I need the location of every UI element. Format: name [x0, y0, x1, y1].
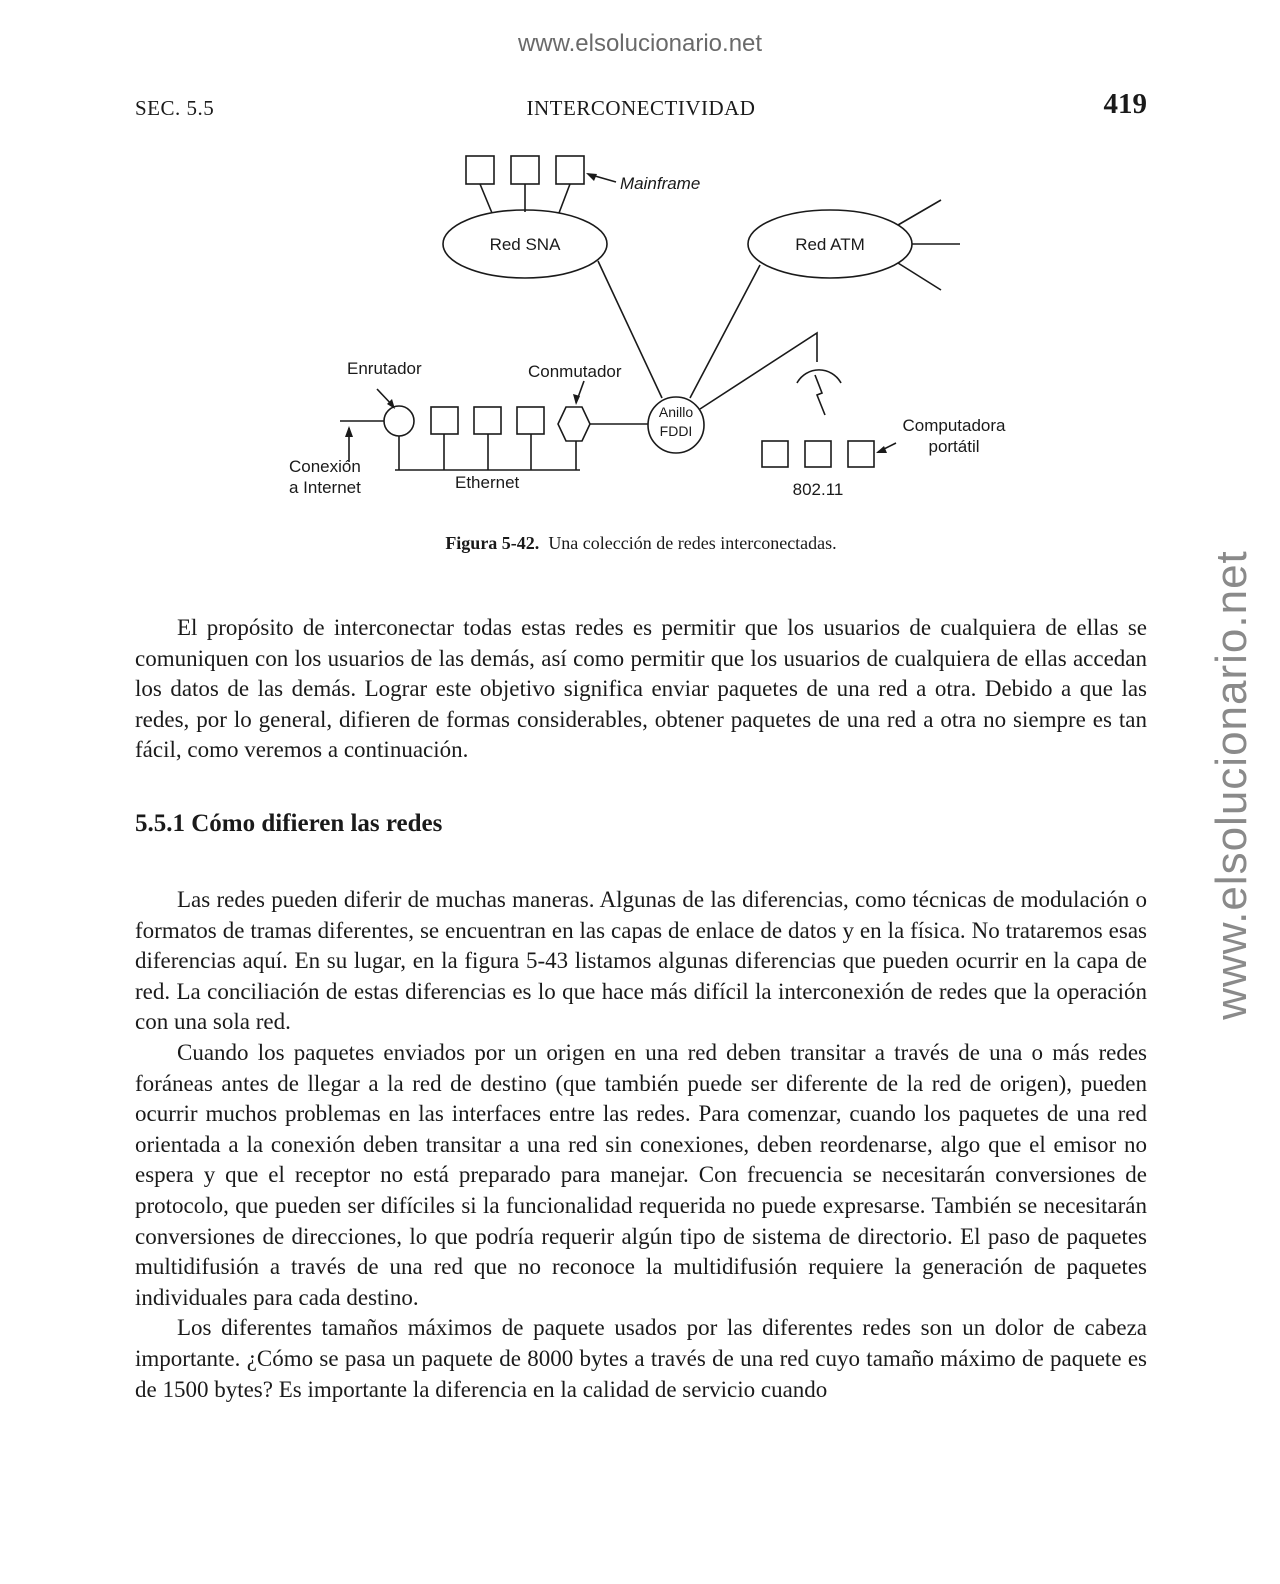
mainframe-link-3: [559, 184, 570, 213]
intro-block: [135, 613, 1147, 766]
label-a-internet: a Internet: [289, 478, 361, 497]
section-paragraph-2: Cuando los paquetes enviados por un origen en una red deben transitar a través de una o más redes foráneas antes de llegar a la red de destino (que también puede ser diferente de la red de origen), pueden ocurrir muchos problemas en las interfaces entre las redes. Para comenzar, cuando los paquetes de una red orientada a la conexión deben transitar a una red sin conexiones, deben reordenarse, algo que el emisor no espera y que el receptor no está preparado para manejar. Con frecuencia se necesitarán conversiones de protocolo, que pueden ser difíciles si la funcionalidad requerida no puede expresarse. También se necesitarán conversiones de direcciones, lo que podría requerir algún tipo de sistema de directorio. El paso de paquetes multidifusión a través de una red que no reconoce la multidifusión requiere la generación de paquetes individuales para cada destino.: [135, 1039, 1147, 1310]
antenna-arc: [797, 370, 841, 383]
atm-fddi-link: [690, 265, 760, 398]
section-label: SEC. 5.5: [135, 96, 215, 120]
router-circle: [384, 406, 414, 436]
ethernet-host-2: [474, 407, 501, 434]
intro-paragraph: El propósito de interconectar todas estas redes es permitir que los usuarios de cualquiera de ellas se comuniquen con los usuarios de las demás, así como permitir que los usuarios de cualquiera de ellas accedan los datos de las demás. Lograr este objetivo significa enviar paquetes de una red a otra. Debido a que las redes, por lo general, difieren de formas considerables, obtener paquetes de una red a otra no siempre es tan fácil, como veremos a continuación.: [135, 615, 1147, 763]
mainframe-link-1: [480, 184, 492, 213]
label-conmutador: Conmutador: [528, 362, 622, 381]
caption-text: Una colección de redes interconectadas.: [548, 533, 837, 553]
label-fddi: FDDI: [659, 423, 693, 439]
network-figure: [270, 145, 1030, 515]
section-heading: 5.5.1 Cómo difieren las redes: [135, 810, 443, 837]
section-paragraph-3: Los diferentes tamaños máximos de paquete usados por las diferentes redes son un dolor de cabeza importante. ¿Cómo se pasa un paquete de 8000 bytes a través de una red cuyo tamaño máximo de paquete es de 1500 bytes? Es importante la diferencia en la calidad de servicio cuando: [135, 1315, 1147, 1402]
figure-caption: [135, 533, 1147, 554]
laptop-1: [762, 441, 788, 467]
label-conexion: Conexión: [289, 457, 361, 476]
section-paragraph-1: Las redes pueden diferir de muchas maneras. Algunas de las diferencias, como técnicas de modulación o formatos de tramas diferentes, se encuentran en las capas de enlace de datos y en la física. No trataremos esas diferencias aquí. En su lugar, en la figura 5-43 listamos algunas diferencias que pueden ocurrir en la capa de red. La conciliación de estas diferencias es lo que hace más difícil la interconexión de redes que la operación con una sola red.: [135, 887, 1147, 1035]
network-diagram: [270, 145, 1030, 515]
section-body: [135, 885, 1147, 1405]
laptop-2: [805, 441, 831, 467]
running-head: [135, 88, 1147, 122]
wireless-bolt: [815, 375, 825, 415]
atm-spoke-3: [898, 263, 941, 290]
caption-number: Figura 5-42.: [445, 533, 540, 553]
mainframe-arrowhead: [586, 173, 597, 181]
watermark-side: www.elsolucionario.net: [1207, 550, 1256, 1020]
label-mainframe: Mainframe: [620, 174, 701, 193]
ethernet-host-1: [431, 407, 458, 434]
internet-arrowhead: [345, 426, 353, 437]
label-ethernet: Ethernet: [455, 473, 520, 492]
mainframe-box-2: [511, 156, 539, 184]
switch-hexagon: [558, 407, 590, 441]
atm-spoke-1: [898, 200, 941, 225]
label-portatil: portátil: [928, 437, 980, 456]
laptop-3: [848, 441, 874, 467]
label-red-atm: Red ATM: [795, 235, 865, 254]
mainframe-box-1: [466, 156, 494, 184]
label-802-11: 802.11: [792, 480, 844, 499]
mainframe-box-3: [556, 156, 584, 184]
ethernet-host-3: [517, 407, 544, 434]
label-computadora: Computadora: [902, 416, 1006, 435]
chapter-title: INTERCONECTIVIDAD: [526, 96, 756, 120]
watermark-top: www.elsolucionario.net: [517, 30, 763, 57]
laptop-arrowhead: [876, 446, 887, 453]
label-enrutador: Enrutador: [347, 359, 422, 378]
label-anillo: Anillo: [658, 404, 694, 420]
label-red-sna: Red SNA: [489, 235, 561, 254]
page-number: 419: [1103, 88, 1147, 120]
